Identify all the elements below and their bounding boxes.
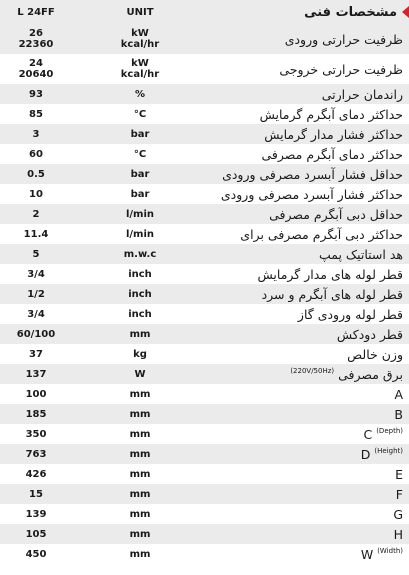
spec-value: 1/2 (27, 288, 45, 300)
table-row (0, 264, 409, 284)
spec-value: 426 (25, 468, 47, 480)
spec-label: حداقل فشار آبسرد مصرفی ورودی (222, 166, 403, 182)
spec-unit: °C (133, 108, 147, 120)
spec-label: A (394, 386, 403, 402)
spec-unit: % (134, 88, 146, 100)
spec-note: (Depth) (376, 426, 403, 435)
spec-note: (Height) (374, 446, 403, 455)
spec-unit: bar (130, 168, 150, 180)
spec-value: 60 (29, 148, 43, 160)
spec-value: 93 (29, 88, 43, 100)
spec-label: قطر دودکش (336, 326, 403, 342)
spec-value: 137 (25, 368, 47, 380)
spec-value: 450 (25, 548, 47, 560)
spec-value: 3/4 (27, 308, 45, 320)
spec-unit: mm (129, 328, 151, 340)
table-row (0, 444, 409, 464)
spec-unit: l/min (125, 208, 155, 220)
spec-value: 3 (32, 128, 40, 140)
spec-unit: mm (129, 548, 151, 560)
spec-label: F (395, 486, 403, 502)
spec-unit: kW kcal/hr (120, 28, 160, 50)
table-row (0, 144, 409, 164)
spec-value: 139 (25, 508, 47, 520)
spec-value: 763 (25, 448, 47, 460)
table-row (0, 384, 409, 404)
spec-value: 5 (32, 248, 40, 260)
spec-unit: kW kcal/hr (120, 58, 160, 80)
spec-label: وزن خالص (347, 346, 403, 362)
spec-unit: mm (129, 428, 151, 440)
table-row (0, 504, 409, 524)
spec-unit: mm (129, 408, 151, 420)
spec-label: E (395, 466, 403, 482)
spec-unit: W (134, 368, 146, 380)
spec-value: 24 20640 (18, 58, 54, 80)
spec-label: قطر لوله ورودی گاز (297, 306, 403, 322)
spec-label: حداقل دبی آبگرم مصرفی (269, 206, 403, 222)
spec-value: 2 (32, 208, 40, 220)
spec-unit: l/min (125, 228, 155, 240)
spec-value: 60/100 (16, 328, 56, 340)
model-column-header: L 24FF (17, 6, 55, 18)
spec-value: 105 (25, 528, 47, 540)
spec-label: G (393, 506, 403, 522)
spec-label: ظرفیت حرارتی خروجی (279, 61, 403, 77)
table-row (0, 184, 409, 204)
table-row (0, 404, 409, 424)
table-row (0, 344, 409, 364)
table-row (0, 54, 409, 84)
spec-label: حداکثر دبی آبگرم مصرفی برای (240, 226, 403, 242)
spec-unit: kg (133, 348, 147, 360)
spec-unit: mm (129, 528, 151, 540)
spec-label: حداکثر فشار مدار گرمایش (264, 126, 403, 142)
spec-label: قطر لوله های مدار گرمایش (257, 266, 403, 282)
table-row (0, 284, 409, 304)
spec-unit: bar (130, 188, 150, 200)
spec-unit: mm (129, 508, 151, 520)
spec-value: 26 22360 (18, 28, 54, 50)
spec-label: راندمان حرارتی (321, 86, 403, 102)
red-marker-icon (402, 6, 409, 18)
spec-unit: °C (133, 148, 147, 160)
spec-value: 3/4 (27, 268, 45, 280)
spec-value: 85 (29, 108, 43, 120)
spec-value: 37 (29, 348, 43, 360)
table-body (0, 24, 409, 564)
spec-label: هد استاتیک پمپ (318, 246, 403, 262)
table-row (0, 84, 409, 104)
spec-unit: mm (129, 388, 151, 400)
spec-value: 0.5 (27, 168, 45, 180)
table-row (0, 24, 409, 54)
spec-value: 100 (25, 388, 47, 400)
unit-column-header: UNIT (126, 6, 154, 18)
spec-value: 185 (25, 408, 47, 420)
table-row (0, 164, 409, 184)
table-header (0, 0, 409, 24)
table-row (0, 524, 409, 544)
spec-unit: bar (130, 128, 150, 140)
table-row (0, 364, 409, 384)
table-row (0, 104, 409, 124)
spec-value: 350 (25, 428, 47, 440)
spec-unit: mm (129, 448, 151, 460)
spec-unit: mm (129, 488, 151, 500)
spec-label: برق مصرفی $^{(220V/50Hz)}$ (290, 366, 403, 382)
table-row (0, 484, 409, 504)
spec-label: حداکثر دمای آبگرم گرمایش (259, 106, 403, 122)
table-row (0, 244, 409, 264)
table-row (0, 304, 409, 324)
spec-label: H (393, 526, 403, 542)
table-row (0, 124, 409, 144)
spec-label: B (394, 406, 403, 422)
spec-note: (Width) (377, 546, 403, 555)
spec-unit: inch (128, 308, 152, 320)
spec-value: 11.4 (23, 228, 49, 240)
spec-unit: mm (129, 468, 151, 480)
table-row (0, 204, 409, 224)
table-row (0, 324, 409, 344)
spec-unit: m.w.c (123, 248, 157, 260)
spec-label: W $^{(Width)}$ (360, 546, 403, 562)
spec-note: (220V/50Hz) (290, 366, 335, 375)
spec-value: 10 (29, 188, 43, 200)
spec-label: حداکثر فشار آبسرد مصرفی ورودی (220, 186, 403, 202)
table-row (0, 544, 409, 564)
table-row (0, 424, 409, 444)
spec-unit: inch (128, 288, 152, 300)
spec-label: حداکثر دمای آبگرم مصرفی (261, 146, 403, 162)
table-title: مشخصات فنی (304, 4, 397, 20)
spec-label: ظرفیت حرارتی ورودی (284, 31, 403, 47)
spec-label: C $^{(Depth)}$ (363, 426, 403, 442)
spec-unit: inch (128, 268, 152, 280)
table-row (0, 464, 409, 484)
spec-value: 15 (29, 488, 43, 500)
spec-label: قطر لوله های آبگرم و سرد (261, 286, 403, 302)
spec-label: D $^{(Height)}$ (360, 446, 403, 462)
table-row (0, 224, 409, 244)
